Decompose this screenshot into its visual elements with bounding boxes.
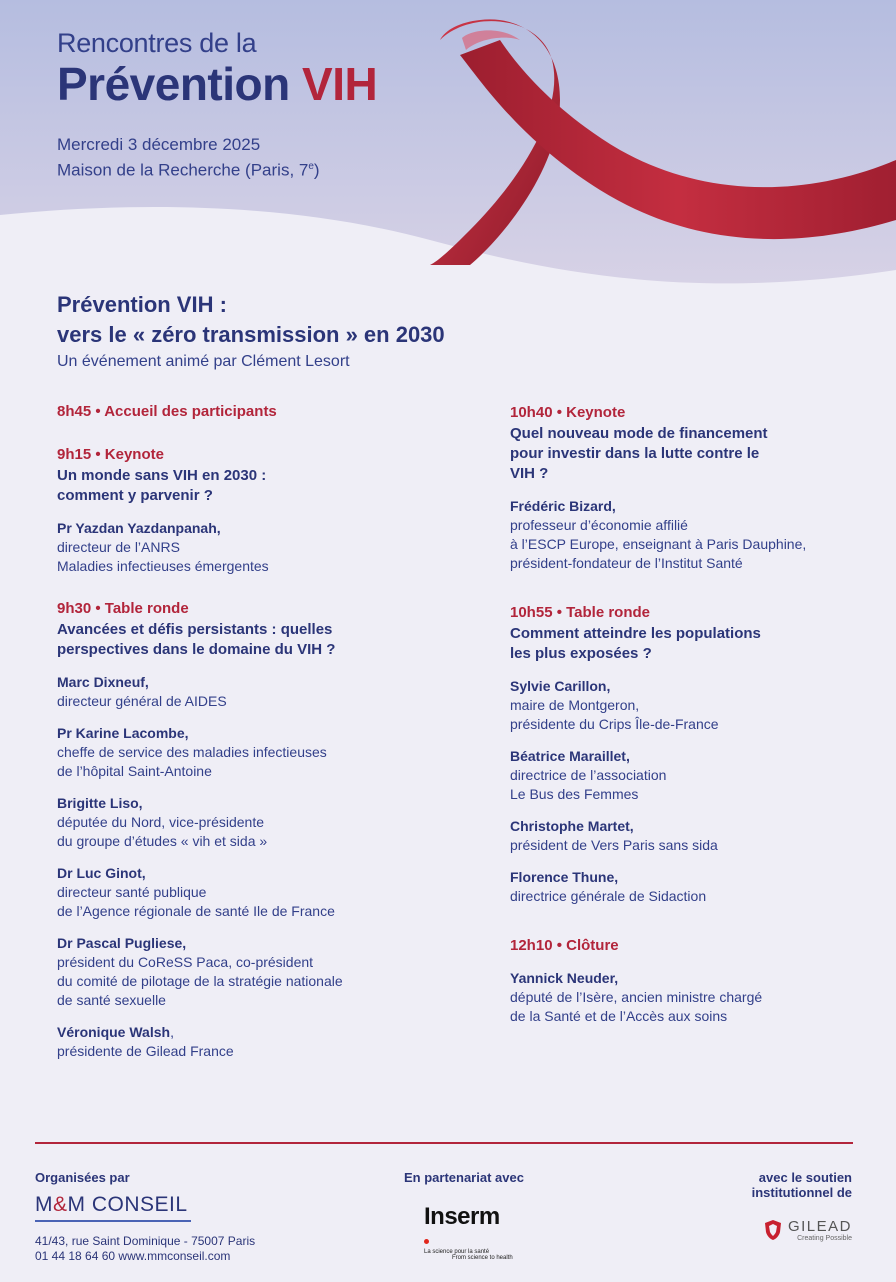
slot-time: 10h55 • Table ronde (510, 604, 651, 621)
inserm-dot-icon (424, 1231, 524, 1249)
speaker-role: directrice générale de Sidaction (510, 888, 707, 904)
speaker-name: Dr Luc Ginot, (57, 865, 146, 881)
program-left-column (57, 402, 417, 1084)
speaker-name: Béatrice Maraillet, (510, 748, 630, 764)
speaker-role: directeur santé publique de l’Agence régionale de santé Ile de France (57, 884, 335, 919)
program-slot (57, 445, 417, 576)
speaker-role: député de l’Isère, ancien ministre chargé de la Santé et de l’Accès aux soins (510, 989, 763, 1024)
program-right-column (510, 403, 830, 1049)
brand-title (57, 57, 377, 111)
slot-title: Un monde sans VIH en 2030 : comment y parvenir ? (57, 467, 267, 504)
gilead-shield-icon (764, 1219, 782, 1241)
speaker-name: Dr Pascal Pugliese, (57, 935, 187, 951)
speaker-role: directeur de l’ANRS Maladies infectieuses émergentes (57, 539, 269, 574)
brand-title-main: Prévention (57, 58, 290, 110)
speaker (57, 673, 417, 711)
inserm-tagline: La science pour la santé (424, 1249, 490, 1255)
event-title-line1: Prévention VIH : (57, 292, 227, 317)
gilead-logo (752, 1218, 852, 1242)
speaker-name: Marc Dixneuf, (57, 674, 149, 690)
speaker-role: président du CoReSS Paca, co-président du comité de pilotage de la stratégie nationale de santé sexuelle (57, 954, 343, 1008)
speaker (510, 497, 830, 573)
organizer-label: Organisées par (35, 1170, 130, 1185)
speaker (57, 934, 417, 1010)
speaker-name: Pr Karine Lacombe, (57, 725, 189, 741)
speaker (510, 677, 830, 734)
slot-time: 8h45 • Accueil des participants (57, 403, 277, 420)
speaker-name: Christophe Martet, (510, 818, 634, 834)
program-slot (57, 599, 417, 1061)
program-slot (510, 603, 830, 906)
speaker-name: Frédéric Bizard, (510, 498, 616, 514)
speaker-role: cheffe de service des maladies infectieuses de l’hôpital Saint-Antoine (57, 744, 327, 779)
venue-end: ) (313, 160, 320, 180)
gilead-name: GILEAD (787, 1218, 852, 1235)
event-brand (57, 28, 377, 111)
date-venue (57, 134, 320, 182)
event-title (57, 290, 445, 350)
slot-time: 9h15 • Keynote (57, 446, 164, 463)
inserm-logo (424, 1203, 524, 1261)
event-date: Mercredi 3 décembre 2025 (57, 135, 261, 154)
organizer-block (35, 1170, 255, 1264)
brand-title-accent: VIH (302, 58, 378, 110)
speaker (510, 969, 830, 1026)
sponsor-block (752, 1170, 852, 1242)
footer-divider (35, 1142, 853, 1144)
speaker (510, 868, 830, 906)
speaker-name: Pr Yazdan Yazdanpanah, (57, 520, 221, 536)
speaker (57, 519, 417, 576)
speaker (57, 724, 417, 781)
speaker-role: directrice de l’association Le Bus des Femmes (510, 767, 667, 802)
speaker (57, 1023, 417, 1061)
event-venue (57, 156, 320, 182)
mm-logo-m: M (35, 1193, 53, 1216)
speaker-name: Véronique Walsh (57, 1024, 171, 1040)
inserm-tagline-en: From science to health (452, 1255, 513, 1261)
speaker (57, 794, 417, 851)
sponsor-label-2: institutionnel de (751, 1185, 852, 1200)
speaker-name-comma: , (170, 1024, 174, 1040)
speaker-role: présidente de Gilead France (57, 1043, 234, 1059)
event-title-line2: vers le « zéro transmission » en 2030 (57, 322, 445, 347)
mm-logo-amp: & (53, 1193, 68, 1216)
speaker-name-line (57, 1023, 417, 1042)
slot-time: 12h10 • Clôture (510, 937, 619, 954)
partner-block (404, 1170, 524, 1261)
program-slot (510, 936, 830, 1026)
speaker (510, 817, 830, 855)
sponsor-label-1: avec le soutien (758, 1170, 852, 1185)
mm-logo-rest: M CONSEIL (67, 1193, 188, 1216)
inserm-wordmark: Inserm (424, 1203, 500, 1230)
program-slot (510, 403, 830, 573)
address-line: 41/43, rue Saint Dominique - 75007 Paris (35, 1234, 256, 1248)
venue-sup: e (308, 161, 314, 172)
speaker-name: Yannick Neuder, (510, 970, 619, 986)
partner-label: En partenariat avec (404, 1170, 524, 1185)
speaker (510, 747, 830, 804)
speaker-name: Florence Thune, (510, 869, 619, 885)
mm-conseil-logo (35, 1193, 191, 1222)
speaker-name: Brigitte Liso, (57, 795, 143, 811)
slot-title: Avancées et défis persistants : quelles perspectives dans le domaine du VIH ? (57, 621, 336, 658)
event-heading (57, 290, 445, 371)
event-host: Un événement animé par Clément Lesort (57, 353, 350, 370)
speaker-name: Sylvie Carillon, (510, 678, 611, 694)
slot-title: Quel nouveau mode de financement pour investir dans la lutte contre le VIH ? (510, 425, 768, 482)
speaker-role: président de Vers Paris sans sida (510, 837, 718, 853)
slot-time: 9h30 • Table ronde (57, 600, 189, 617)
speaker (57, 864, 417, 921)
speaker-role: directeur général de AIDES (57, 693, 227, 709)
program-slot (57, 402, 417, 422)
contact-line[interactable]: 01 44 18 64 60 www.mmconseil.com (35, 1249, 231, 1263)
organizer-address (35, 1234, 255, 1264)
gilead-tagline: Creating Possible (797, 1235, 852, 1242)
slot-title: Comment atteindre les populations les plus exposées ? (510, 625, 761, 662)
venue-main: Maison de la Recherche (Paris, 7 (57, 160, 309, 180)
brand-subtitle: Rencontres de la (57, 28, 257, 58)
speaker-role: professeur d’économie affilié à l’ESCP Europe, enseignant à Paris Dauphine, président-fondateur de l’Institut Santé (510, 517, 807, 571)
slot-time: 10h40 • Keynote (510, 404, 626, 421)
speaker-role: députée du Nord, vice-présidente du groupe d’études « vih et sida » (57, 814, 268, 849)
speaker-role: maire de Montgeron, présidente du Crips Île-de-France (510, 697, 719, 732)
